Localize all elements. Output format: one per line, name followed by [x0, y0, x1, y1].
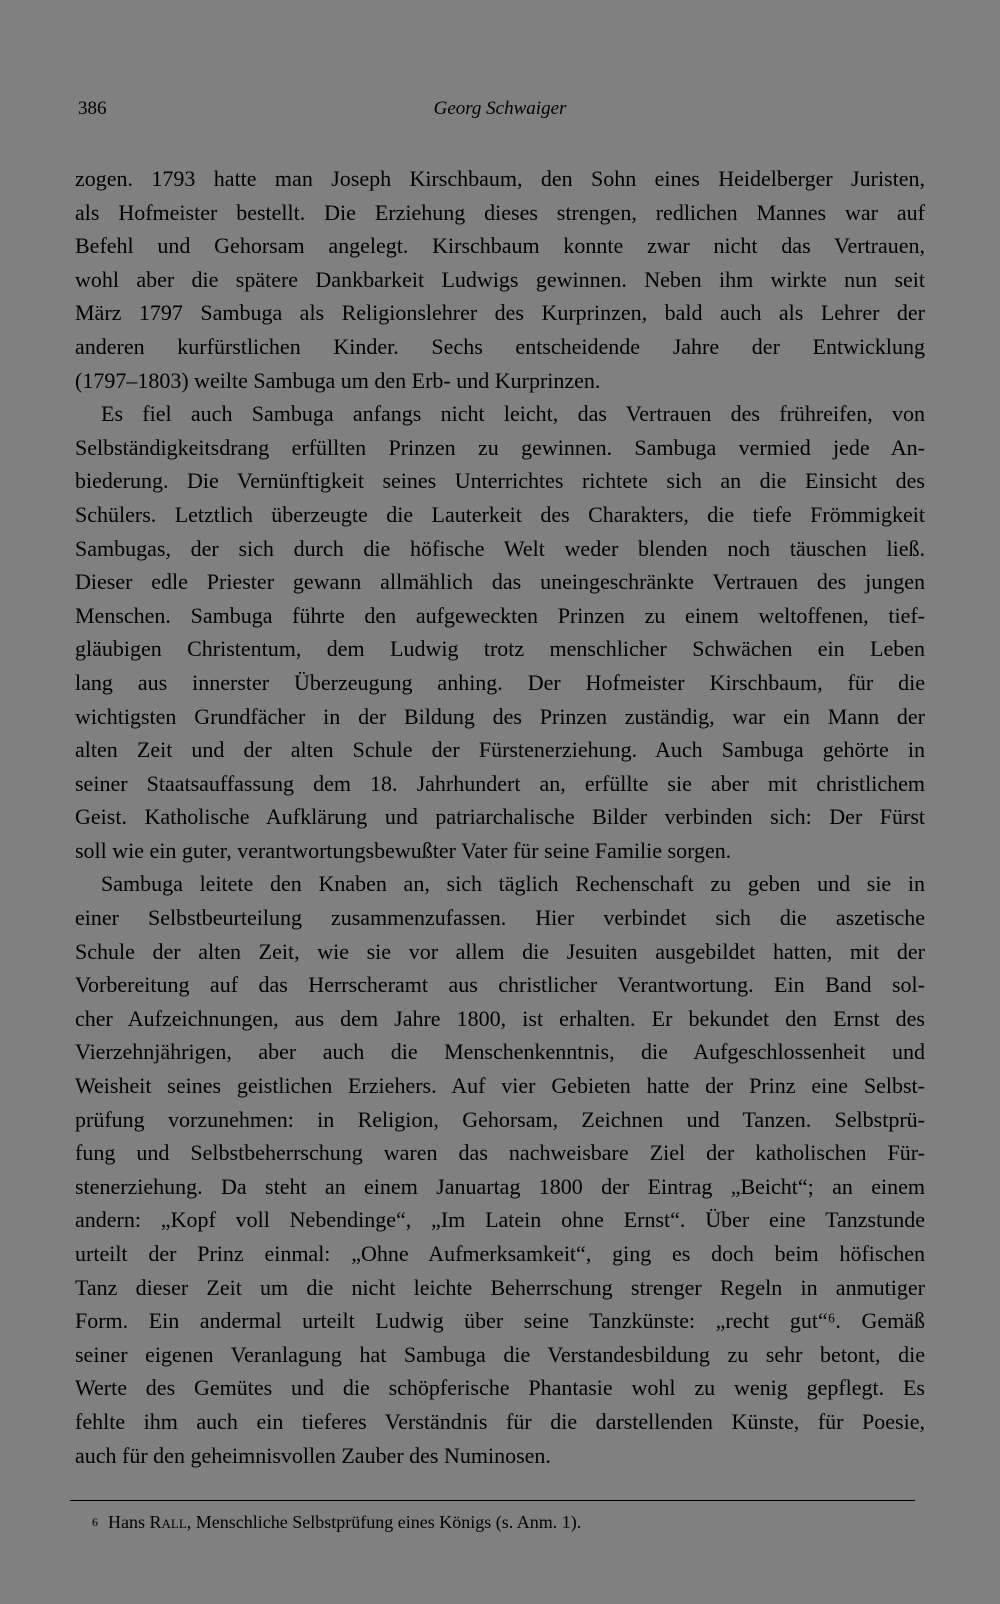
text-line: als Hofmeister bestellt. Die Erziehung dieses strengen, redlichen Mannes war auf: [75, 199, 925, 225]
text-line: einer Selbstbeurteilung zusammenzufassen. Hier verbindet sich die aszetische: [75, 905, 925, 931]
text-line: Schule der alten Zeit, wie sie vor allem die Jesuiten ausgebildet hatten, mit der: [75, 938, 925, 964]
text-line: alten Zeit und der alten Schule der Fürstenerziehung. Auch Sambuga gehörte in: [75, 737, 925, 763]
page-header: [78, 98, 922, 128]
footnote-text: , Menschliche Selbstprüfung eines Königs (s. Anm. 1).: [186, 1512, 582, 1532]
footnote-author-last: Rall: [149, 1512, 187, 1532]
text-line: Es fiel auch Sambuga anfangs nicht leicht, das Vertrauen des frühreifen, von: [101, 401, 925, 427]
text-line: andern: „Kopf voll Nebendinge“, „Im Latein ohne Ernst“. Über eine Tanzstunde: [75, 1207, 925, 1233]
text-line: wohl aber die spätere Dankbarkeit Ludwigs gewinnen. Neben ihm wirkte nun seit: [75, 266, 925, 292]
text-line: anderen kurfürstlichen Kinder. Sechs entscheidende Jahre der Entwicklung: [75, 333, 925, 359]
text-line: Form. Ein andermal urteilt Ludwig über seine Tanzkünste: „recht gut“⁶. Gemäß: [75, 1308, 925, 1334]
text-line: März 1797 Sambuga als Religionslehrer des Kurprinzen, bald auch als Lehrer der: [75, 300, 925, 326]
text-line: Dieser edle Priester gewann allmählich das uneingeschränkte Vertrauen des jungen: [75, 569, 925, 595]
text-line: Geist. Katholische Aufklärung und patriarchalische Bilder verbinden sich: Der Fürst: [75, 804, 925, 830]
text-line: Vorbereitung auf das Herrscheramt aus christlicher Verantwortung. Ein Band sol-: [75, 972, 925, 998]
text-line: (1797–1803) weilte Sambuga um den Erb- und Kurprinzen.: [75, 367, 601, 393]
text-line: Selbständigkeitsdrang erfüllten Prinzen zu gewinnen. Sambuga vermied jede An-: [75, 434, 925, 460]
text-line: seiner Staatsauffassung dem 18. Jahrhundert an, erfüllte sie aber mit christlichem: [75, 770, 925, 796]
text-line: soll wie ein guter, verantwortungsbewußter Vater für seine Familie sorgen.: [75, 837, 732, 863]
text-line: fung und Selbstbeherrschung waren das nachweisbare Ziel der katholischen Für-: [75, 1140, 925, 1166]
text-line: zogen. 1793 hatte man Joseph Kirschbaum, den Sohn eines Heidelberger Juristen,: [75, 166, 925, 191]
text-line: biederung. Die Vernünftigkeit seines Unterrichtes richtete sich an die Einsicht des: [75, 468, 925, 494]
text-line: Befehl und Gehorsam angelegt. Kirschbaum konnte zwar nicht das Vertrauen,: [75, 233, 925, 259]
text-line: Menschen. Sambuga führte den aufgeweckten Prinzen zu einem weltoffenen, tief-: [75, 602, 925, 628]
text-line: stenerziehung. Da steht an einem Januartag 1800 der Eintrag „Beicht“; an einem: [75, 1173, 925, 1199]
text-line: prüfung vorzunehmen: in Religion, Gehorsam, Zeichnen und Tanzen. Selbstprü-: [75, 1106, 925, 1132]
text-line: fehlte ihm auch ein tieferes Verständnis für die darstellenden Künste, für Poesie,: [75, 1408, 925, 1434]
text-line: Schülers. Letztlich überzeugte die Lauterkeit des Charakters, die tiefe Frömmigkeit: [75, 501, 925, 527]
text-line: gläubigen Christentum, dem Ludwig trotz menschlicher Schwächen ein Leben: [75, 636, 925, 662]
text-line: seiner eigenen Veranlagung hat Sambuga die Verstandesbildung zu sehr betont, die: [75, 1341, 925, 1367]
footnote: [92, 1510, 912, 1534]
running-head: Georg Schwaiger: [433, 98, 567, 119]
body-text: [75, 162, 925, 1472]
text-line: auch für den geheimnisvollen Zauber des Numinosen.: [75, 1442, 551, 1468]
footnote-rule: [70, 1500, 915, 1501]
text-line: cher Aufzeichnungen, aus dem Jahre 1800, ist erhalten. Er bekundet den Ernst des: [75, 1005, 925, 1031]
footnote-mark: 6: [92, 1515, 98, 1529]
text-line: lang aus innerster Überzeugung anhing. Der Hofmeister Kirschbaum, für die: [75, 669, 925, 695]
text-line: Weisheit seines geistlichen Erziehers. Auf vier Gebieten hatte der Prinz eine Selbst-: [75, 1073, 925, 1099]
footnote-author-first: Hans: [108, 1512, 145, 1532]
text-line: Sambugas, der sich durch die höfische Welt weder blenden noch täuschen ließ.: [75, 535, 925, 561]
text-line: Sambuga leitete den Knaben an, sich täglich Rechenschaft zu geben und sie in: [101, 871, 925, 897]
text-line: urteilt der Prinz einmal: „Ohne Aufmerksamkeit“, ging es doch beim höfischen: [75, 1241, 925, 1266]
text-line: Tanz dieser Zeit um die nicht leichte Beherrschung strenger Regeln in anmutiger: [75, 1274, 925, 1300]
page-number: 386: [78, 98, 107, 119]
text-line: Werte des Gemütes und die schöpferische Phantasie wohl zu wenig gepflegt. Es: [75, 1375, 925, 1401]
text-line: wichtigsten Grundfächer in der Bildung des Prinzen zuständig, war ein Mann der: [75, 703, 925, 729]
text-line: Vierzehnjährigen, aber auch die Menschenkenntnis, die Aufgeschlossenheit und: [75, 1039, 925, 1065]
